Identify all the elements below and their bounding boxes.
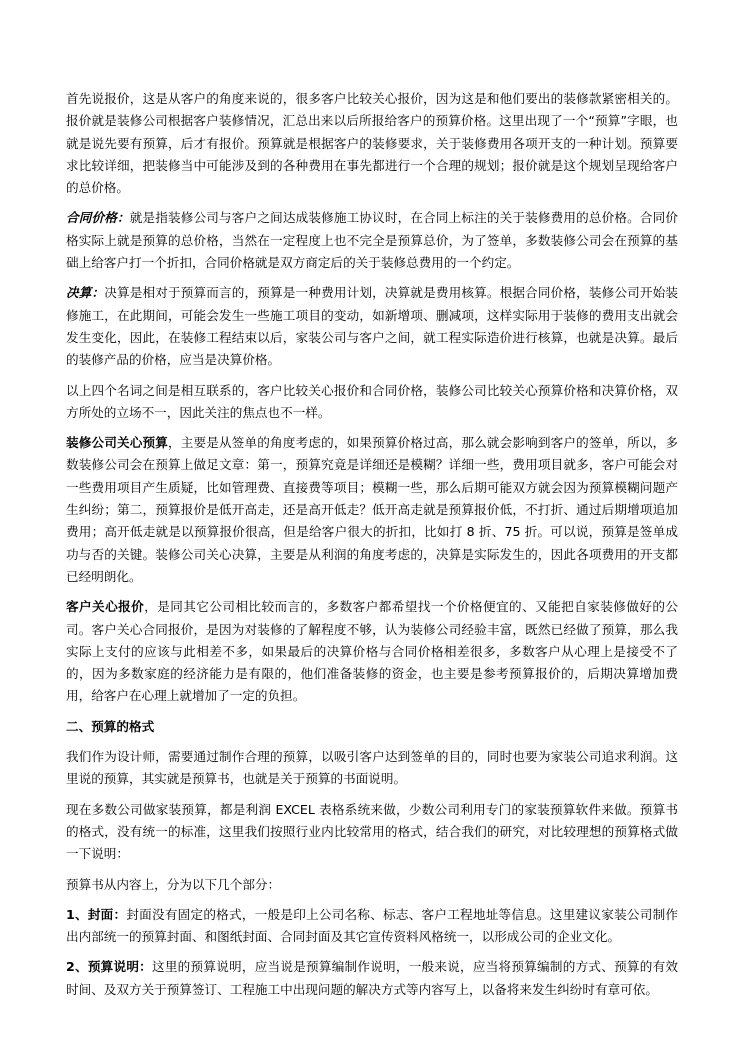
list-item-label: 2、预算说明： bbox=[66, 959, 153, 975]
paragraph-text: 预算书从内容上，分为以下几个部分： bbox=[66, 876, 281, 892]
list-item-text: 这里的预算说明，应当说是预算编制作说明，一般来说，应当将预算编制的方式、预算的有效时间、及双方关于预算签订、工程施工中出现问题的解决方式等内容写上，以备将来发生纠纷时有章可依。 bbox=[66, 959, 679, 997]
term-label: 客户关心报价 bbox=[66, 599, 145, 615]
paragraph-block bbox=[66, 799, 678, 866]
list-item-label: 1、封面： bbox=[66, 906, 127, 922]
term-label: 合同价格： bbox=[66, 210, 130, 226]
term-label: 决算： bbox=[66, 285, 105, 301]
paragraph-block bbox=[66, 596, 678, 707]
paragraph-block bbox=[66, 282, 678, 371]
term-label: 装修公司关心预算 bbox=[66, 435, 169, 451]
paragraph-text bbox=[66, 904, 678, 949]
paragraph-block bbox=[66, 207, 678, 274]
paragraph-block bbox=[66, 746, 678, 791]
term-definition: ，主要是从签单的角度考虑的，如果预算价格过高，那么就会影响到客户的签单，所以，多数装修公司会在预算上做足文章：第一，预算究竟是详细还是模糊？详细一些，费用项目就多，客户可能会对一些费用项目产生质疑，比如管理费、直接费等项目；模糊一些，那么后期可能双方就会因为预算模糊问题产生纠纷；第二，预算报价是低开高走，还是高开低走？低开高走就是预算报价低，不打折、通过后期增项追加费用；高开低走就是以预算报价很高，但是给客户很大的折扣，比如打 8 折、75 折。可以说，预算是签单成功与否的关键。装修公司关心决算，主要是从利润的角度考虑的，决算是实际发生的，因此各项费用的开支都已经明朗化。 bbox=[66, 435, 679, 584]
paragraph-block bbox=[66, 380, 678, 425]
term-definition: 就是指装修公司与客户之间达成装修施工协议时，在合同上标注的关于装修费用的总价格。合同价格实际上就是预算的总价格，当然在一定程度上也不完全是预算总价，为了签单，多数装修公司会在预算的基础上给客户打一个折扣，合同价格就是双方商定后的关于装修总费用的一个约定。 bbox=[66, 210, 679, 271]
paragraph-text: 现在多数公司做家装预算，都是利润 EXCEL 表格系统来做，少数公司利用专门的家装预算软件来做。预算书的格式，没有统一的标准，这里我们按照行业内比较常用的格式，结合我们的研究，对比较理想的预算格式做一下说明： bbox=[66, 801, 678, 862]
paragraph-text: 我们作为设计师，需要通过制作合理的预算，以吸引客户达到签单的目的，同时也要为家装公司追求利润。这里说的预算，其实就是预算书，也就是关于预算的书面说明。 bbox=[66, 749, 678, 787]
list-item-block bbox=[66, 956, 678, 1001]
paragraph-text: 首先说报价，这是从客户的角度来说的，很多客户比较关心报价，因为这是和他们要出的装修款紧密相关的。报价就是装修公司根据客户装修情况，汇总出来以后所报给客户的预算价格。这里出现了一个“预算”字眼，也就是说先要有预算，后才有报价。预算就是根据客户的装修要求，关于装修费用各项开支的一种计划。预算要求比较详细，把装修当中可能涉及到的各种费用在事先都进行一个合理的规划；报价就是这个规划呈现给客户的总价格。 bbox=[66, 91, 678, 196]
paragraph-block bbox=[66, 874, 678, 896]
paragraph-text bbox=[66, 596, 678, 707]
paragraph-block bbox=[66, 432, 678, 588]
paragraph-block bbox=[66, 88, 678, 199]
document-body bbox=[66, 88, 678, 1001]
paragraph-text: 以上四个名词之间是相互联系的，客户比较关心报价和合同价格，装修公司比较关心预算价格和决算价格，双方所处的立场不一，因此关注的焦点也不一样。 bbox=[66, 382, 678, 420]
paragraph-text bbox=[66, 207, 678, 274]
paragraph-text bbox=[66, 282, 678, 371]
paragraph-text bbox=[66, 956, 678, 1001]
list-item-block bbox=[66, 904, 678, 949]
term-definition: 决算是相对于预算而言的，预算是一种费用计划，决算就是费用核算。根据合同价格，装修公司开始装修施工，在此期间，可能会发生一些施工项目的变动，如新增项、删减项，这样实际用于装修的费用支出就会发生变化，因此，在装修工程结束以后，家装公司与客户之间，就工程实际造价进行核算，也就是决算。最后的装修产品的价格，应当是决算价格。 bbox=[66, 285, 679, 368]
list-item-text: 封面没有固定的格式，一般是印上公司名称、标志、客户工程地址等信息。这里建议家装公司制作出内部统一的预算封面、和图纸封面、合同封面及其它宣传资料风格统一，以形成公司的企业文化。 bbox=[66, 906, 678, 945]
section-heading: 二、预算的格式 bbox=[66, 718, 155, 734]
paragraph-text bbox=[66, 432, 678, 588]
term-definition: ，是同其它公司相比较而言的，多数客户都希望找一个价格便宜的、又能把自家装修做好的公司。客户关心合同报价，是因为对装修的了解程度不够，认为装修公司经验丰富，既然已经做了预算，那么我实际上支付的应该与此相差不多，如果最后的决算价格与合同价格相差很多，多数客户从心理上是接受不了的，因为多数家庭的经济能力是有限的，他们准备装修的资金，也主要是参考预算报价的，后期决算增加费用，给客户在心理上就增加了一定的负担。 bbox=[66, 599, 679, 704]
section-heading-block bbox=[66, 716, 678, 738]
